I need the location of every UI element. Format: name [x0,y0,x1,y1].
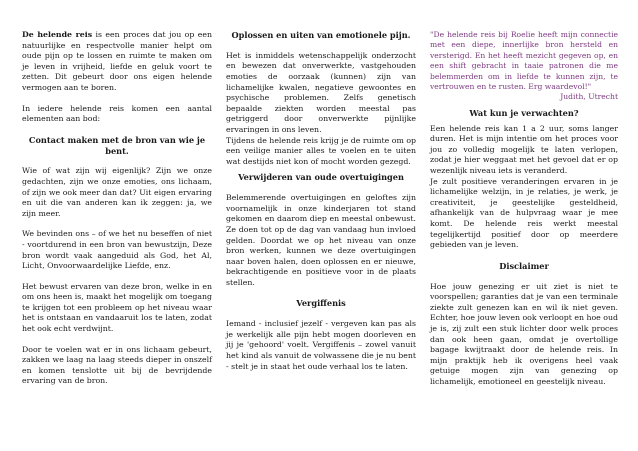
heading-oplossen: Oplossen en uiten van emotionele pijn. [231,30,411,40]
heading-verwijderen: Verwijderen van oude overtuigingen [238,172,404,183]
veranderingen-paragraph: Je zult positieve veranderingen ervaren in je lichamelijke welzijn, in je relaties, je werk, je creativiteit, je geestelijke gesteldheid, afhankelijk van de hulpvraag waar je mee komt. De helende reis werkt meestal tegelijkertijd positief door op meerdere gebieden van je leven. [430,176,618,250]
voelen-paragraph: Door te voelen wat er in ons lichaam gebeurt, zakken we laag na laag steeds dieper in onszelf en komen tenslotte uit bij de bevrijdende ervaring van de bron. [22,344,212,386]
duur-paragraph: Een helende reis kan 1 a 2 uur, soms langer duren. Het is mijn intentie om het proces voor jou zo volledig mogelijk te laten verlopen, zodat je hier weggaat met het gevoel dat er op wezenlijk niveau iets is veranderd. [430,123,618,176]
intro-paragraph [22,30,212,94]
column-right [430,30,618,388]
heading-disclaimer: Disclaimer [499,260,549,271]
bron-bewustzijn-paragraph: We bevinden ons – of we het nu beseffen of niet - voortdurend in een bron van bewustzijn, Deze bron wordt vaak aangeduid als God, het Al, Licht, Onvoorwaardelijke Liefde, enz. [22,229,212,271]
elements-paragraph: In iedere helende reis komen een aantal elementen aan bod: [22,103,212,124]
heading-verwachten: Wat kun je verwachten? [469,107,579,118]
heading-contact-bron: Contact maken met de bron van wie je bent. [28,134,206,156]
testimonial-quote: "De helende reis bij Roelie heeft mijn connectie met een diepe, innerlijke bron hersteld en versterigd. En het heeft mezicht gegeven op, en een shift gebracht in taaie patronen die me belemmerden om in liefde te kunnen zijn, te vertrouwen en te rusten. Erg waardevol!" [430,30,618,92]
column-left [22,30,212,387]
wetenschap-paragraph: Het is inmiddels wetenschappelijk onderzocht en bewezen dat onverwerkte, vastgehouden emoties de oorzaak (kunnen) zijn van lichamelijke kwalen, negatieve gewoontes en psychische problemen. Zelfs genetisch bepaalde ziekten worden meestal pas getriggerd door onverwerkte pijnlijke ervaringen in ons leven. [226,50,416,134]
intro-lead: De helende reis [22,30,93,39]
heading-vergiffenis: Vergiffenis [296,298,346,309]
bewust-ervaren-paragraph: Het bewust ervaren van deze bron, welke in en om ons heen is, maakt het mogelijk om toegang te krijgen tot een probleem op het niveau waar het is ontstaan en vandaaruit los te laten, zodat het ook echt verdwijnt. [22,281,212,334]
column-middle [226,30,416,372]
disclaimer-paragraph: Hoe jouw genezing er uit ziet is niet te voorspellen; garanties dat je van een terminale ziekte zult genezen kan en wil ik niet geven. Echter, hoe jouw leven ook verloopt en hoe oud je is, zij zult een stuk lichter door welk proces dan ook heen gaan, omdat je overtollige bagage kwijtraakt door de helende reis. In mijn praktijk heb ik overigens heel vaak getuige mogen zijn van genezing op lichamelijk, emotioneel en geestelijk niveau. [430,281,618,386]
overtuigingen-paragraph: Belemmerende overtuigingen en geloftes zijn voornamelijk in onze kinderjaren tot stand gekomen en daarom diep en meestal onbewust. Ze doen tot op de dag van vandaag hun invloed gelden. Doordat we op het niveau van onze bron werken, kunnen we deze overtuigingen naar boven halen, doen oplossen en er nieuwe, bekrachtigende en positieve voor in de plaats stellen. [226,193,416,287]
wie-zijn-wij-paragraph: Wie of wat zijn wij eigenlijk? Zijn we onze gedachten, zijn we onze emoties, ons lichaam, of zijn we ook meer dan dat? Uit eigen ervaring en uit die van anderen kan ik zeggen: ja, we zijn meer. [22,166,212,218]
intro-rest: is een proces dat jou op een natuurlijke en respectvolle manier helpt om oude pijn op te lossen en ruimte te maken om je leven in vrijheid, liefde en geluk voort te zetten. Dit gebeurt door ons eigen helende vermogen aan te boren. [22,30,212,92]
testimonial-author: Judith, Utrecht [560,92,618,102]
ruimte-paragraph: Tijdens de helende reis krijg je de ruimte om op een veilige manier alles te voelen en te uiten wat destijds niet kon of mocht worden gezegd. [226,135,417,166]
vergiffenis-paragraph: Iemand - inclusief jezelf - vergeven kan pas als je werkelijk alle pijn hebt mogen doorleven en jij je 'gehoord' voelt. Vergiffenis – zowel vanuit het kind als vanuit de volwassene die je nu bent - stelt je in staat het oude verhaal los te laten. [226,319,416,371]
